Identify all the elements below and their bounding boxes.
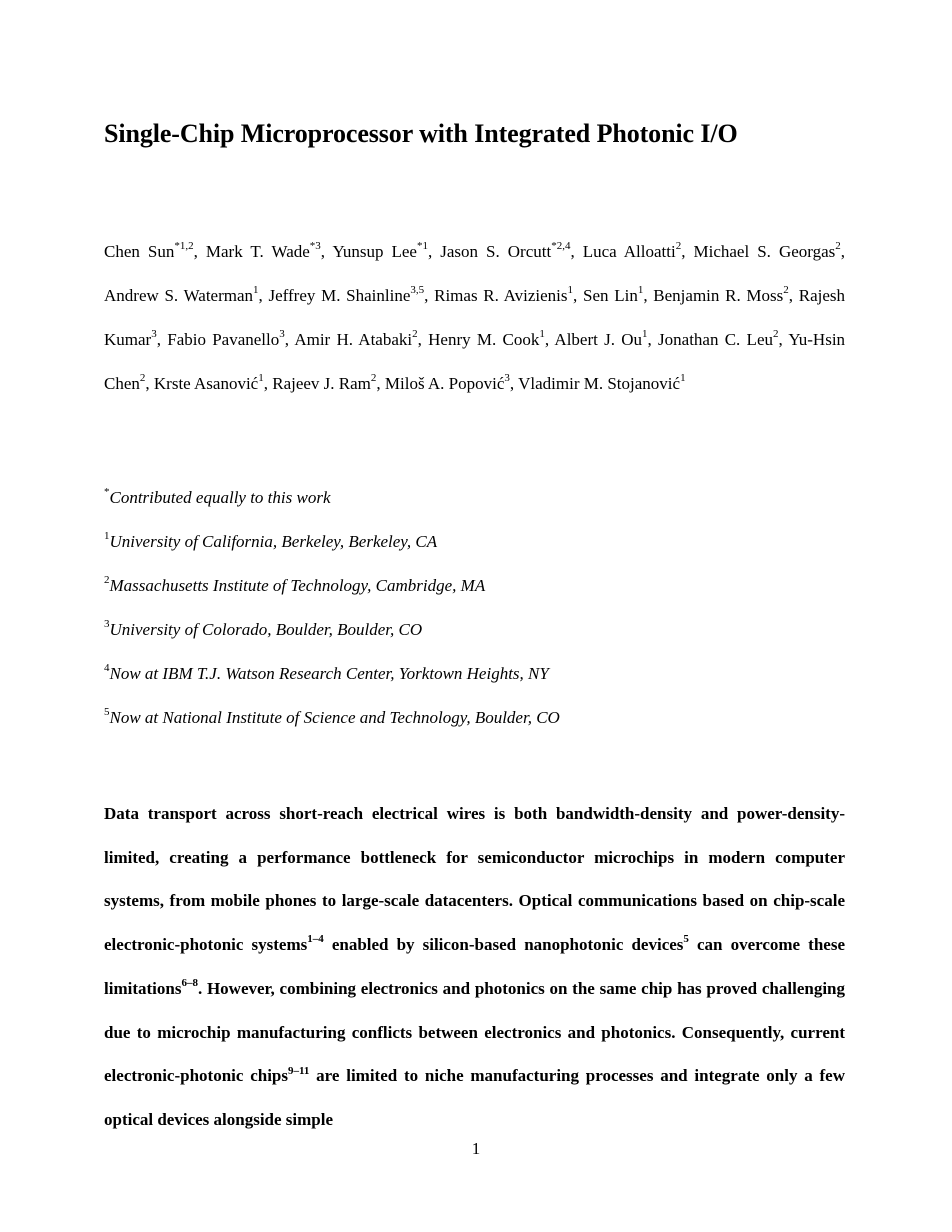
author-affiliation-mark: 1 <box>258 372 264 385</box>
affiliation-text: Now at National Institute of Science and Technology, Boulder, CO <box>109 708 560 727</box>
paper-title: Single-Chip Microprocessor with Integrated Photonic I/O <box>104 119 738 148</box>
author-list: Chen Sun$^{*1,2}$, Mark T. Wade$^{*3}$, Yunsup Lee$^{*1}$, Jason S. Orcutt$^{*2,4}$, Luca Alloatti$^2$, Michael S. Georgas$^2$, Andrew S. Waterman$^1$, Jeffrey M. Shainline$^{3,5}$, Rimas R. Avizienis$^1$, Sen Lin$^1$, Benjamin R. Moss$^2$, Rajesh Kumar$^3$, Fabio Pavanello$^3$, Amir H. Atabaki$^2$, Henry M. Cook$^1$, Albert J. Ou$^1$, Jonathan C. Leu$^2$, Yu-Hsin Chen$^2$, Krste Asanović$^1$, Rajeev J. Ram$^2$, Miloš A. Popović$^3$, Vladimir M. Stojanović$^1$ <box>104 240 846 393</box>
author-name: Jonathan C. Leu <box>658 330 773 349</box>
author-affiliation-mark: 1 <box>642 328 648 341</box>
affiliation <box>104 708 560 728</box>
affiliation <box>104 576 485 596</box>
affiliation-text: Now at IBM T.J. Watson Research Center, Yorktown Heights, NY <box>109 664 549 683</box>
affiliation-mark: * <box>104 486 110 499</box>
author-affiliation-mark: 1 <box>253 284 259 297</box>
author-affiliation-mark: *1 <box>416 240 428 253</box>
author-name: Rajeev J. Ram <box>272 374 371 393</box>
author-affiliation-mark: 3,5 <box>410 284 425 297</box>
affiliation-text: University of Colorado, Boulder, Boulder, CO <box>109 620 423 639</box>
abstract-text: are limited to niche manufacturing processes and integrate only a few optical devices alongside simple <box>104 1066 845 1129</box>
author-affiliation-mark: 2 <box>835 240 841 253</box>
author-affiliation-mark: 2 <box>412 328 418 341</box>
affiliation-mark: 4 <box>104 662 110 675</box>
author-name: Yu-Hsin Chen <box>104 330 846 393</box>
author-name: Chen Sun <box>104 242 175 261</box>
affiliation <box>104 488 331 508</box>
author-affiliation-mark: 2 <box>139 372 146 385</box>
affiliation <box>104 532 437 552</box>
affiliation-mark: 1 <box>104 530 110 543</box>
author-affiliation-mark: 3 <box>279 328 285 341</box>
affiliation-text: Massachusetts Institute of Technology, Cambridge, MA <box>109 576 486 595</box>
author-name: Fabio Pavanello <box>167 330 280 349</box>
author-affiliation-mark: *3 <box>309 240 321 253</box>
author-name: Rimas R. Avizienis <box>434 286 568 305</box>
author-name: Sen Lin <box>583 286 638 305</box>
author-name: Benjamin R. Moss <box>653 286 784 305</box>
citation-mark: 9–11 <box>288 1064 310 1077</box>
citation-mark: 5 <box>683 933 689 946</box>
author-name: Mark T. Wade <box>205 242 310 261</box>
author-name: Albert J. Ou <box>554 330 643 349</box>
author-affiliation-mark: 3 <box>504 372 510 385</box>
author-name: Jason S. Orcutt <box>440 242 552 261</box>
affiliation-mark: 3 <box>104 618 110 631</box>
author-name: Jeffrey M. Shainline <box>268 286 411 305</box>
author-affiliation-mark: 2 <box>783 284 789 297</box>
author-name: Michael S. Georgas <box>693 242 836 261</box>
affiliation-text: University of California, Berkeley, Berkeley, CA <box>109 532 438 551</box>
author-name: Andrew S. Waterman <box>104 286 254 305</box>
author-affiliation-mark: *1,2 <box>174 240 194 253</box>
author-affiliation-mark: 1 <box>567 284 574 297</box>
abstract-text: can overcome these limitations <box>104 935 845 998</box>
affiliation-text: Contributed equally to this work <box>109 488 331 507</box>
author-name: Miloš A. Popović <box>384 374 505 393</box>
abstract-text: . However, combining electronics and photonics on the same chip has proved challenging due to microchip manufacturing conflicts between electronics and photonics. Consequently, current electronic-photonic chips <box>104 978 845 1086</box>
author-affiliation-mark: 1 <box>539 328 545 341</box>
author-affiliation-mark: 2 <box>370 372 377 385</box>
affiliation <box>104 620 422 640</box>
author-name: Krste Asanović <box>153 374 259 393</box>
author-affiliation-mark: 1 <box>637 284 644 297</box>
author-affiliation-mark: 3 <box>151 328 157 341</box>
author-affiliation-mark: *2,4 <box>551 240 571 253</box>
author-name: Rajesh Kumar <box>104 286 846 349</box>
citation-mark: 1–4 <box>307 933 324 946</box>
author-name: Henry M. Cook <box>428 330 540 349</box>
author-affiliation-mark: 2 <box>675 240 682 253</box>
abstract-paragraph <box>104 792 845 1142</box>
citation-mark: 6–8 <box>181 977 198 990</box>
affiliation-mark: 5 <box>104 706 110 719</box>
author-affiliation-mark: 2 <box>773 328 779 341</box>
author-affiliation-mark: 1 <box>680 372 686 385</box>
author-name: Yunsup Lee <box>332 242 417 261</box>
page-number: 1 <box>471 1139 481 1158</box>
author-name: Amir H. Atabaki <box>294 330 413 349</box>
affiliation <box>104 664 549 684</box>
author-name: Vladimir M. Stojanović <box>518 374 681 393</box>
affiliation-mark: 2 <box>104 574 110 587</box>
author-name: Luca Alloatti <box>582 242 676 261</box>
abstract-text: enabled by silicon-based nanophotonic devices <box>323 935 684 955</box>
abstract-text: Data transport across short-reach electrical wires is both bandwidth-density and power-density-limited, creating a performance bottleneck for semiconductor microchips in modern computer systems, from mobile phones to large-scale datacenters. Optical communications based on chip-scale electronic-photonic systems <box>104 804 845 955</box>
